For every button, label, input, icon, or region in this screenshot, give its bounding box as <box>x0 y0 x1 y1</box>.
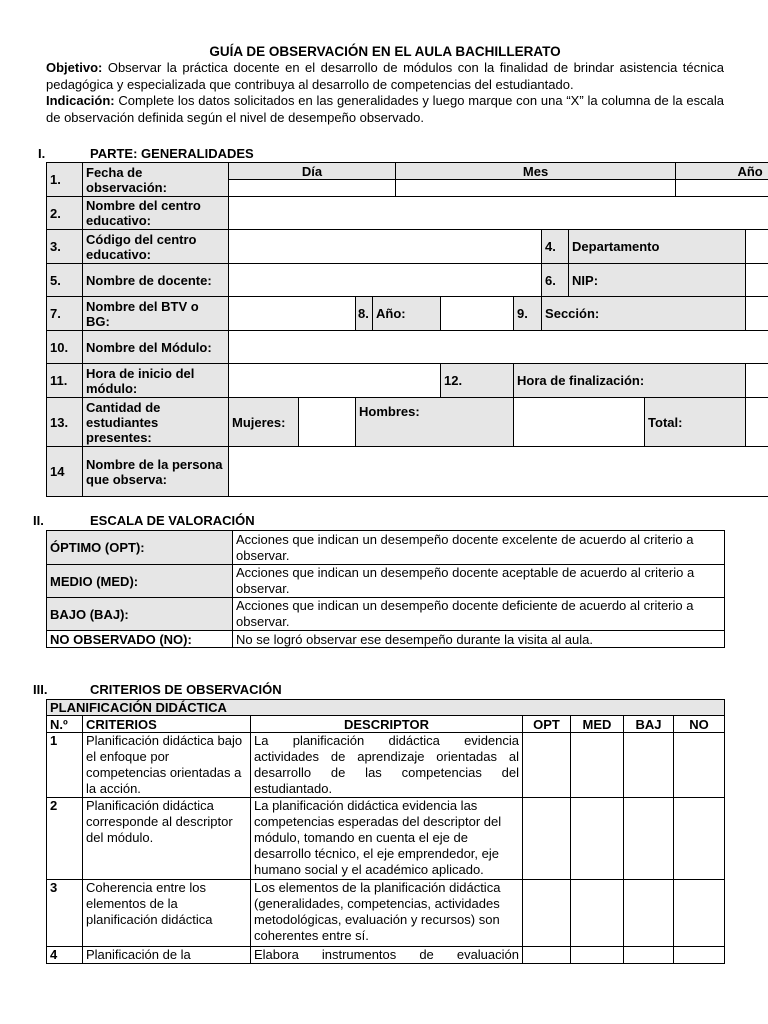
section-1-title: PARTE: GENERALIDADES <box>90 146 254 161</box>
objective-paragraph <box>46 60 724 93</box>
row-14-number: 14 <box>47 447 83 497</box>
total-field[interactable] <box>746 398 768 447</box>
row-10-label: Nombre del Módulo: <box>83 331 229 364</box>
section-2-number: II. <box>33 513 44 528</box>
row-1-label: Fecha de observación: <box>83 163 229 197</box>
med-mark-cell[interactable] <box>571 798 624 880</box>
nip-label: NIP: <box>569 264 746 297</box>
start-time-field[interactable] <box>229 364 441 398</box>
row-7-label: Nombre del BTV o BG: <box>83 297 229 331</box>
month-header: Mes <box>396 163 676 180</box>
objective-text: Observar la práctica docente en el desarrollo de módulos con la finalidad de brindar asistencia técnica pedagógica y especializada que contribuya al desarrollo de competencias del estudiantado. <box>46 60 724 92</box>
document-page <box>46 44 724 126</box>
row-8-number: 8. <box>356 297 373 331</box>
scale-med-text: Acciones que indican un desempeño docente aceptable de acuerdo al criterio a observar. <box>233 565 725 598</box>
row-11-label: Hora de inicio del módulo: <box>83 364 229 398</box>
row-2-label: Nombre del centro educativo: <box>83 197 229 230</box>
no-mark-cell[interactable] <box>674 880 725 947</box>
generalities-table <box>46 162 768 497</box>
no-mark-cell[interactable] <box>674 733 725 798</box>
end-time-label: Hora de finalización: <box>514 364 746 398</box>
header-baj: BAJ <box>624 716 674 733</box>
baj-mark-cell[interactable] <box>624 798 674 880</box>
med-mark-cell[interactable] <box>571 733 624 798</box>
row-9-number: 9. <box>514 297 542 331</box>
descriptor-text: La planificación didáctica evidencia las competencias esperadas del descriptor del módulo, tomando en cuenta el eje de desarrollo técnico, el eje emprendedor, eje humano social y el académico aplicado. <box>251 798 523 880</box>
no-mark-cell[interactable] <box>674 798 725 880</box>
section-field[interactable] <box>746 297 768 331</box>
year-label: Año: <box>373 297 441 331</box>
row-11-number: 11. <box>47 364 83 398</box>
criteria-number: 3 <box>47 880 83 947</box>
men-label: Hombres: <box>356 398 514 447</box>
descriptor-text: Elabora instrumentos de evaluación <box>251 947 523 964</box>
year-field[interactable] <box>676 180 768 197</box>
indication-paragraph <box>46 93 724 126</box>
opt-mark-cell[interactable] <box>523 733 571 798</box>
section-label: Sección: <box>542 297 746 331</box>
row-5-label: Nombre de docente: <box>83 264 229 297</box>
header-med: MED <box>571 716 624 733</box>
row-5-number: 5. <box>47 264 83 297</box>
module-name-field[interactable] <box>229 331 768 364</box>
baj-mark-cell[interactable] <box>624 947 674 964</box>
scale-no-text: No se logró observar ese desempeño durante la visita al aula. <box>233 631 725 648</box>
department-label: Departamento <box>569 230 746 264</box>
header-criteria: CRITERIOS <box>83 716 251 733</box>
descriptor-text: La planificación didáctica evidencia actividades de aprendizaje orientadas al desarrollo de las competencias del estudiantado. <box>251 733 523 798</box>
med-mark-cell[interactable] <box>571 947 624 964</box>
row-6-number: 6. <box>542 264 569 297</box>
row-3-label: Código del centro educativo: <box>83 230 229 264</box>
no-mark-cell[interactable] <box>674 947 725 964</box>
criteria-number: 1 <box>47 733 83 798</box>
criteria-table <box>46 699 725 964</box>
nip-field[interactable] <box>746 264 768 297</box>
indication-label: Indicación: <box>46 93 115 108</box>
women-field[interactable] <box>299 398 356 447</box>
section-1-number: I. <box>38 146 46 161</box>
scale-opt-label: ÓPTIMO (OPT): <box>47 531 233 565</box>
table-row <box>47 880 725 947</box>
month-field[interactable] <box>396 180 676 197</box>
row-7-number: 7. <box>47 297 83 331</box>
men-field[interactable] <box>514 398 645 447</box>
year-header: Año <box>676 163 768 180</box>
scale-baj-label: BAJO (BAJ): <box>47 598 233 631</box>
descriptor-text: Los elementos de la planificación didáctica (generalidades, competencias, actividades metodológicas, evaluación y recursos) son coherentes entre sí. <box>251 880 523 947</box>
scale-opt-text: Acciones que indican un desempeño docente excelente de acuerdo al criterio a observar. <box>233 531 725 565</box>
row-13-label: Cantidad de estudiantes presentes: <box>83 398 229 447</box>
table-row <box>47 798 725 880</box>
observer-name-field[interactable] <box>229 447 768 497</box>
row-3-number: 3. <box>47 230 83 264</box>
year-value-field[interactable] <box>441 297 514 331</box>
criteria-text: Planificación didáctica corresponde al descriptor del módulo. <box>83 798 251 880</box>
header-descriptor: DESCRIPTOR <box>251 716 523 733</box>
criteria-number: 4 <box>47 947 83 964</box>
rating-scale-table <box>46 530 725 648</box>
day-header: Día <box>229 163 396 180</box>
total-label: Total: <box>645 398 746 447</box>
scale-baj-text: Acciones que indican un desempeño docente deficiente de acuerdo al criterio a observar. <box>233 598 725 631</box>
day-field[interactable] <box>229 180 396 197</box>
row-2-number: 2. <box>47 197 83 230</box>
btv-name-field[interactable] <box>229 297 356 331</box>
row-12-number: 12. <box>441 364 514 398</box>
section-2-title: ESCALA DE VALORACIÓN <box>90 513 255 528</box>
school-name-field[interactable] <box>229 197 768 230</box>
section-3-number: III. <box>33 682 48 697</box>
teacher-name-field[interactable] <box>229 264 542 297</box>
school-code-field[interactable] <box>229 230 542 264</box>
row-14-label: Nombre de la persona que observa: <box>83 447 229 497</box>
criteria-number: 2 <box>47 798 83 880</box>
scale-med-label: MEDIO (MED): <box>47 565 233 598</box>
criteria-text: Planificación de la <box>83 947 251 964</box>
end-time-field[interactable] <box>746 364 768 398</box>
department-field[interactable] <box>746 230 768 264</box>
row-13-number: 13. <box>47 398 83 447</box>
criteria-text: Coherencia entre los elementos de la planificación didáctica <box>83 880 251 947</box>
row-4-number: 4. <box>542 230 569 264</box>
med-mark-cell[interactable] <box>571 880 624 947</box>
row-1-number: 1. <box>47 163 83 197</box>
header-opt: OPT <box>523 716 571 733</box>
table-row <box>47 947 725 964</box>
baj-mark-cell[interactable] <box>624 733 674 798</box>
women-label: Mujeres: <box>229 398 299 447</box>
opt-mark-cell[interactable] <box>523 947 571 964</box>
scale-no-label: NO OBSERVADO (NO): <box>47 631 233 648</box>
opt-mark-cell[interactable] <box>523 798 571 880</box>
table-row <box>47 733 725 798</box>
header-number: N.º <box>47 716 83 733</box>
objective-label: Objetivo: <box>46 60 103 75</box>
row-10-number: 10. <box>47 331 83 364</box>
opt-mark-cell[interactable] <box>523 880 571 947</box>
planning-subtitle: PLANIFICACIÓN DIDÁCTICA <box>47 700 725 716</box>
document-title: GUÍA DE OBSERVACIÓN EN EL AULA BACHILLERATO <box>209 44 561 59</box>
baj-mark-cell[interactable] <box>624 880 674 947</box>
criteria-text: Planificación didáctica bajo el enfoque por competencias orientadas a la acción. <box>83 733 251 798</box>
section-3-title: CRITERIOS DE OBSERVACIÓN <box>90 682 282 697</box>
indication-text: Complete los datos solicitados en las generalidades y luego marque con una “X” la columna de la escala de observación definida según el nivel de desempeño observado. <box>46 93 724 125</box>
header-no: NO <box>674 716 725 733</box>
